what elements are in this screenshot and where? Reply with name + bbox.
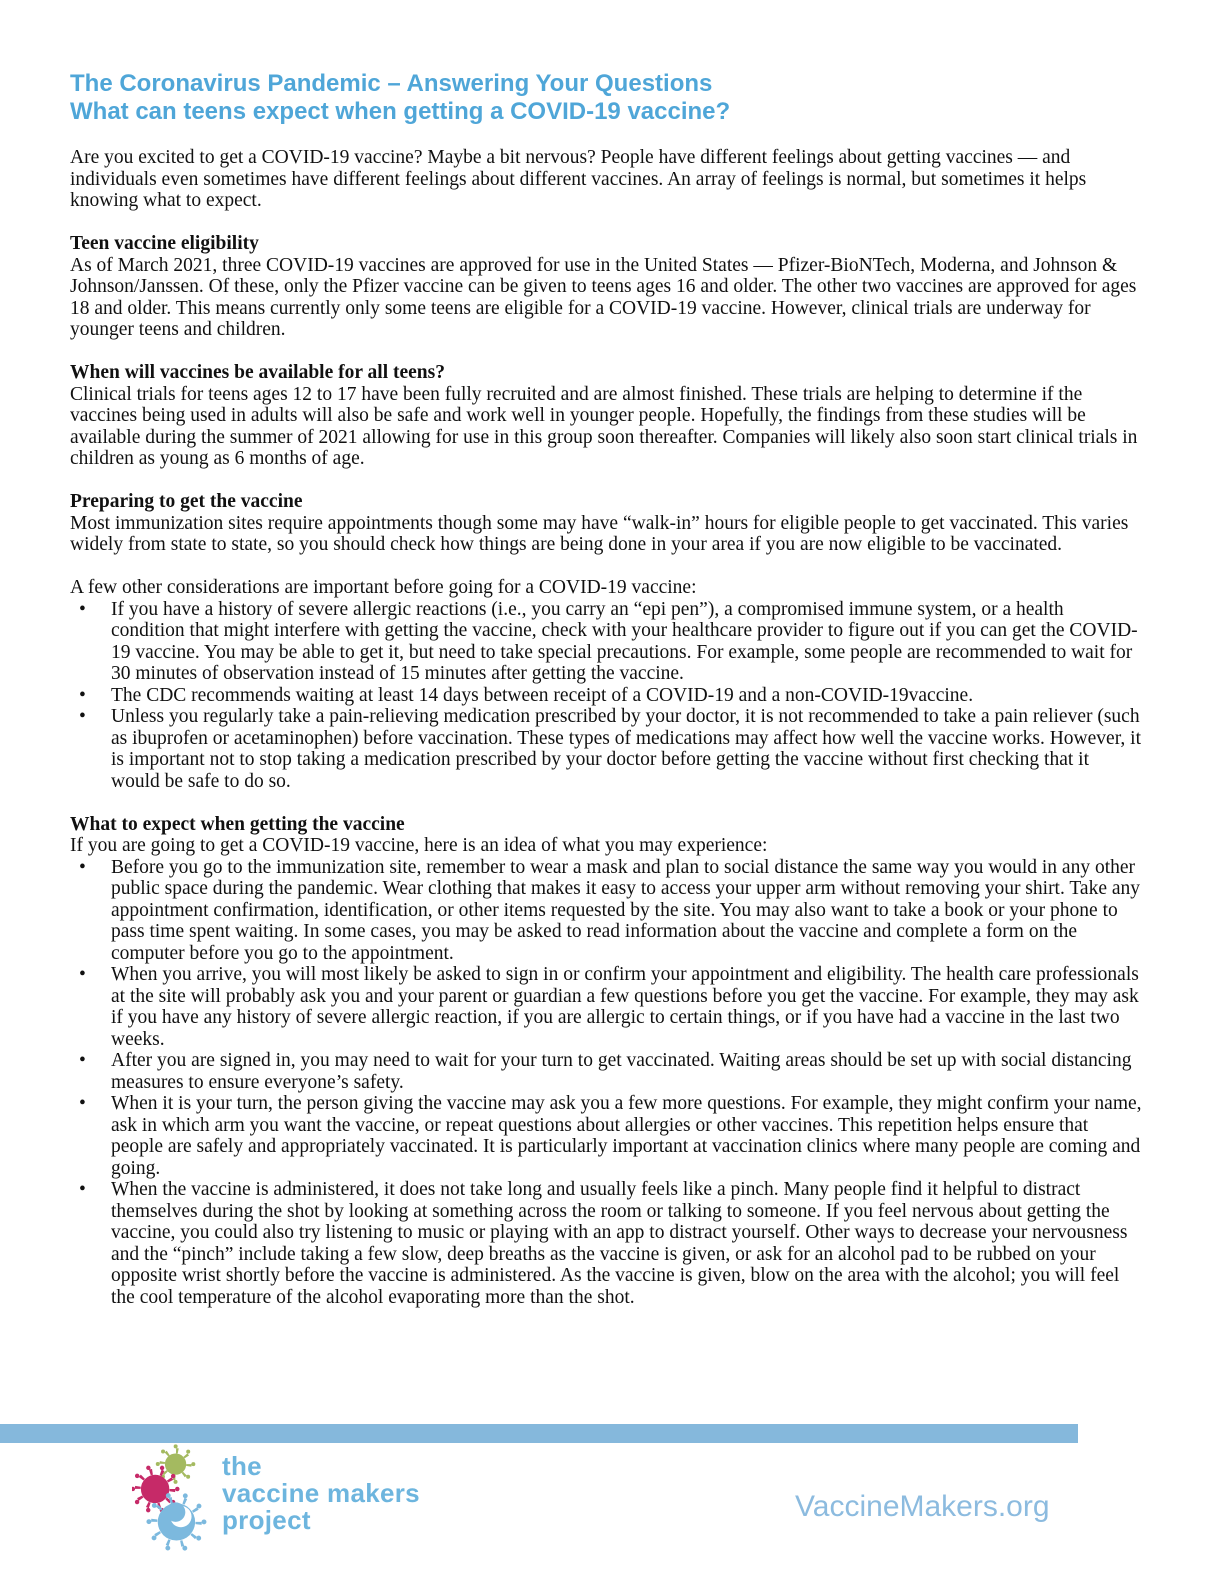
section-what-to-expect: [70, 814, 1142, 1309]
doc-title-line2: What can teens expect when getting a COVID-19 vaccine?: [70, 98, 731, 125]
section-heading-what-to-expect: What to expect when getting the vaccine: [70, 813, 405, 835]
section-heading-preparing-to-get-vaccine: Preparing to get the vaccine: [70, 491, 303, 512]
section-teen-vaccine-eligibility: [70, 233, 1142, 341]
logo-line-vaccine-makers: vaccine makers: [222, 1478, 420, 1508]
section-body-teen-vaccine-eligibility: As of March 2021, three COVID-19 vaccines are approved for use in the United States — Pfizer-BioNTech, Moderna, and Johnson & Johnson/Janssen. Of these, only the Pfizer vaccine can be given to teens ages 16 and older. The other two vaccines are approved for ages 18 and older. This means currently only some teens are eligible for a COVID-19 vaccine. However, clinical trials are underway for younger teens and children.: [70, 254, 1137, 340]
vaccinemakers-url-link[interactable]: VaccineMakers.org: [795, 1490, 1050, 1523]
section-preparing-to-get-vaccine: [70, 491, 1142, 792]
bullet-item: • After you are signed in, you may need to wait for your turn to get vaccinated. Waiting areas should be set up with social distancing measures to ensure everyone’s safety.: [70, 1050, 1142, 1093]
virus-cluster-icon: [132, 1440, 212, 1554]
what-to-expect-lead: If you are going to get a COVID-19 vaccine, here is an idea of what you may experience:: [70, 835, 768, 856]
section-body-preparing-to-get-vaccine: Most immunization sites require appointments though some may have “walk-in” hours for eligible people to get vaccinated. This varies widely from state to state, so you should check how things are being done in your area if you are now eligible to be vaccinated.: [70, 512, 1129, 555]
doc-title: [70, 70, 1142, 126]
vaccine-makers-logo: [132, 1440, 420, 1554]
bullet-item: • When the vaccine is administered, it does not take long and usually feels like a pinch. Many people find it helpful to distract themselves during the shot by looking at something across the room or talking to someone. If you feel nervous about getting the vaccine, you could also try listening to music or playing with an app to distract yourself. Other ways to decrease your nervousness and the “pinch” include taking a few slow, deep breaths as the vaccine is given, or ask for an alcohol pad to be rubbed on your opposite wrist shortly before the vaccine is administered. As the vaccine is given, blow on the area with the alcohol; you will feel the cool temperature of the alcohol evaporating more than the shot.: [70, 1179, 1142, 1308]
logo-line-the: the: [222, 1451, 262, 1481]
bullet-item: • If you have a history of severe allergic reactions (i.e., you carry an “epi pen”), a compromised immune system, or a health condition that might interfere with getting the vaccine, check with your healthcare provider to figure out if you can get the COVID-19 vaccine. You may be able to get it, but need to take special precautions. For example, some people are recommended to wait for 30 minutes of observation instead of 15 minutes after getting the vaccine.: [70, 599, 1142, 685]
document-content: [70, 70, 1142, 1308]
bullet-item: • Before you go to the immunization site, remember to wear a mask and plan to social distance the same way you would in any other public space during the pandemic. Wear clothing that makes it easy to access your upper arm without removing your shirt. Take any appointment confirmation, identification, or other items requested by the site. You may also want to take a book or your phone to pass time spent waiting. In some cases, you may be asked to read information about the vaccine and complete a form on the computer before you go to the appointment.: [70, 857, 1142, 965]
considerations-bullet-list: [70, 599, 1142, 793]
section-heading-vaccines-available-all-teens: When will vaccines be available for all teens?: [70, 362, 445, 383]
logo-wordmark: [222, 1453, 420, 1534]
bullet-item: • When it is your turn, the person giving the vaccine may ask you a few more questions. For example, they might confirm your name, ask in which arm you want the vaccine, or repeat questions about allergies or other vaccines. This repetition helps ensure that people are safely and appropriately vaccinated. It is particularly important at vaccination clinics where many people are coming and going.: [70, 1093, 1142, 1179]
considerations-lead: A few other considerations are important before going for a COVID-19 vaccine:: [70, 577, 697, 598]
section-vaccines-available-all-teens: [70, 362, 1142, 470]
bullet-item: • Unless you regularly take a pain-relieving medication prescribed by your doctor, it is not recommended to take a pain reliever (such as ibuprofen or acetaminophen) before vaccination. These types of medications may affect how well the vaccine works. However, it is important not to stop taking a medication prescribed by your doctor before getting the vaccine without first checking that it would be safe to do so.: [70, 706, 1142, 792]
logo-line-project: project: [222, 1505, 311, 1535]
intro-paragraph: Are you excited to get a COVID-19 vaccine? Maybe a bit nervous? People have different feelings about getting vaccines — and individuals even sometimes have different feelings about different vaccines. An array of feelings is normal, but sometimes it helps knowing what to expect.: [70, 147, 1087, 211]
section-heading-teen-vaccine-eligibility: Teen vaccine eligibility: [70, 233, 259, 254]
what-to-expect-bullet-list: [70, 857, 1142, 1309]
bullet-item: • The CDC recommends waiting at least 14 days between receipt of a COVID-19 and a non-COVID-19vaccine.: [70, 685, 1142, 707]
bullet-item: • When you arrive, you will most likely be asked to sign in or confirm your appointment and eligibility. The health care professionals at the site will probably ask you and your parent or guardian a few questions before you get the vaccine. For example, they may ask if you have any history of severe allergic reaction, if you are allergic to certain things, or if you have had a vaccine in the last two weeks.: [70, 964, 1142, 1050]
section-body-vaccines-available-all-teens: Clinical trials for teens ages 12 to 17 have been fully recruited and are almost finished. These trials are helping to determine if the vaccines being used in adults will also be safe and work well in younger people. Hopefully, the findings from these studies will be available during the summer of 2021 allowing for use in this group soon thereafter. Companies will likely also soon start clinical trials in children as young as 6 months of age.: [70, 383, 1138, 469]
doc-title-line1: The Coronavirus Pandemic – Answering Your Questions: [70, 70, 713, 97]
